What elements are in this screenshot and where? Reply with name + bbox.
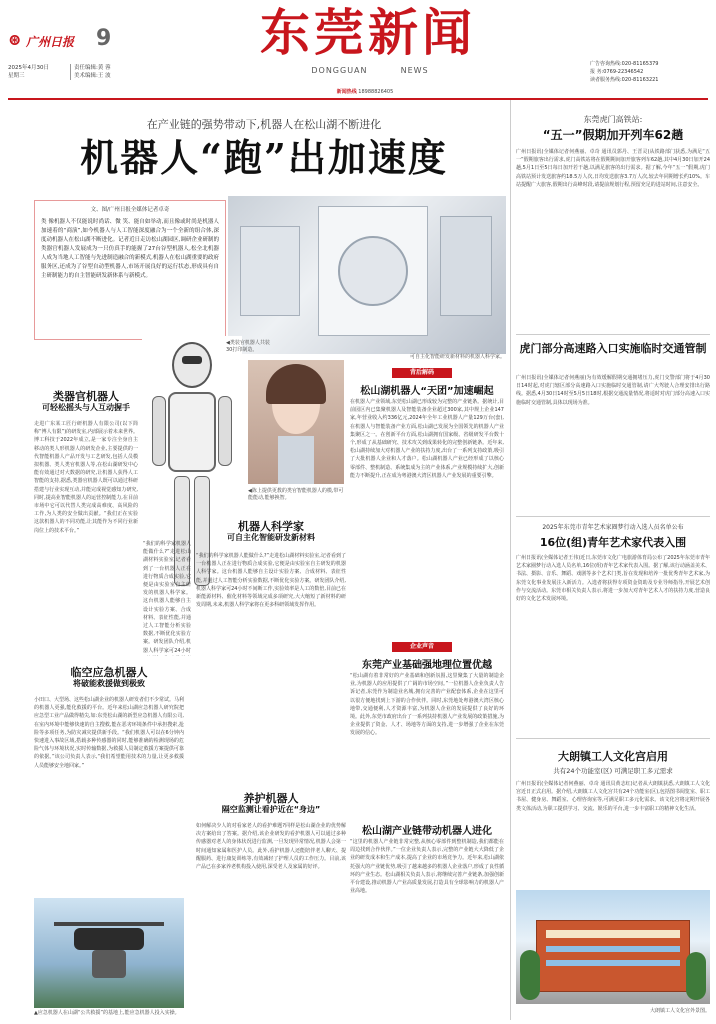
hotline-strip: [290, 88, 440, 97]
col1b-subheading: 将破能救援做到极致: [73, 679, 145, 688]
drone-robot-photo: [34, 898, 184, 1008]
right-s3-kicker: 2025年东莞市青年艺术家圈梦行动入选人员名单公布: [542, 524, 684, 531]
photo3-caption: 可自主化智能研发新材料的机器人科学家。: [409, 354, 505, 360]
right-s1-headline: “五一”假期加开列车62趟: [542, 128, 684, 142]
right-s1-kicker: 东莞虎门高铁站:: [583, 115, 643, 124]
art-editor-credit: 美术编辑:王 波: [74, 73, 111, 79]
section-title: 东莞新闻: [260, 3, 476, 62]
right-s4-subhead: 共有24个功能室(区) 可满足职工多元需求: [553, 767, 673, 775]
lead-box: [34, 200, 226, 340]
logo-emblem-icon: ⊛: [8, 30, 22, 49]
col1-body: 走进广东某工匠行研机器人有限公司(以下简称“博人有限”)的研发室,内部展示着未来世界。博工科技于2022年成立,是一家专注全身自主移动的类人形机器人的研发企业,主要提供的一代智能机器人产品开发与工艺研发,包括人员模拟机器、类人类官机器人等,在松山湖研发中心能有效通过对大数据的研究,让机器人获得人工智能的支持,据悉,类器官机器人既可以通过科研搭建与行业实现互动,并能完成视觉感知力研究,同时,提高业智能机器人的运营控制能力,在目前市场中它可以代替人类完成高难度、高风险的工作,为人类的安全做出贡献。“我们正在实验这款机器人的不同功能,让其能作为不同行业新岗位上的技术平台。”: [34, 421, 138, 534]
editor-block: [70, 64, 140, 80]
hotline-number: 18988826405: [358, 89, 394, 95]
col2-body: “我们的科学家机器人能做什么?”走进松山湖材料实验室,记者看到了一台机器人正在进行物质合成实验,它便是由实验室自主研发的机器人科学家。这台机器人能够自主设计实验方案、合成材料、表征性能,并通过人工智能分析实验数据,不断优化实验方案。研发团队介绍,机器人科学家可24小时不间断工作,实验效率是人工的数倍,目前已在新能源材料、催化材料等领域完成多项研究,大大缩短了新材料的研发周期,未来,机器人科学家将在更多科研领域发挥作用。: [196, 553, 346, 609]
issue-date: 2025年4月30日: [8, 65, 49, 71]
right-s4-headline: 大朗镇工人文化宫启用: [558, 750, 668, 763]
main-headline: 机器人“跑”出加速度: [80, 135, 448, 180]
col1b-heading: 临空应急机器人: [70, 666, 148, 679]
col3b-tag: 企业声音: [392, 642, 452, 652]
date-block: [8, 64, 68, 80]
issue-weekday: 星期三: [8, 73, 25, 79]
newspaper-logo: [8, 30, 88, 50]
col2-heading: 机器人科学家: [238, 520, 304, 533]
section-subtitle: [250, 66, 490, 75]
contact-block: [590, 60, 714, 84]
col3b-heading: 东莞产业基础强地理位置优越: [362, 660, 492, 671]
right-rule-1: [516, 334, 710, 335]
culture-palace-caption: 大朗镇工人文化宫外景图。: [649, 1008, 710, 1014]
reader-hotline: 读者服务热线:020-81163221: [590, 77, 659, 83]
col2b-body: 如何解决少人的对看家老人的看护难题?同样是松山湖企业的优势解决方案给出了答案。据介绍,该企业研发的看护机器人可以通过多种传感器对老人的身体状况进行监测,一旦发现异常情况,机器人会第一时间通知家属和医护人员。此外,看护机器人还能陪伴老人聊天、提醒服药、进行康复训练等,有效减轻了护理人员的工作压力。目前,该产品已在多家养老机构投入使用,深受老人及家属的好评。: [196, 823, 346, 871]
col3c-heading: 松山湖产业链带动机器人进化: [362, 826, 492, 837]
female-robot-photo: [248, 360, 344, 484]
right-rule-3: [516, 738, 710, 739]
photo1-caption: ◀类装官机器人共装30打印制造。: [226, 340, 270, 353]
editor-credit: 责任编辑:黄 蓉: [74, 65, 111, 71]
culture-palace-photo: [516, 890, 710, 1004]
main-kicker: 在产业链的强势带动下,机器人在松山湖不断进化: [146, 118, 382, 131]
right-rule-2: [516, 516, 710, 517]
page-number: 9: [96, 26, 112, 51]
col2b-heading: 养护机器人: [243, 792, 299, 805]
section-news-en: NEWS: [400, 66, 429, 75]
col3-body: 在机器人产业领域,东莞松山湖已形成较为完整的产业链条。据统计,目前园区内已集聚机器人及智能装备企业超过300家,其中规上企业147家,年营业收入约336亿元,2024年全年工业机器人产量129万台(套),在机器人与智能装备产业方面,松山湖已发展为全国领先的机器人产业集聚区之一。在创新平台方面,松山湖拥有国家级、省级研发平台数十个,形成了从基础研究、技术攻关到成果转化的完整创新链条。近年来,松山湖持续加大对机器人产业的扶持力度,出台了一系列支持政策,吸引了大批机器人企业和人才落户。松山湖机器人产业已经形成了以核心零部件、整机制造、系统集成为主的产业体系,产业规模持续扩大,创新能力不断提升,正在成为粤港澳大湾区机器人产业发展的重要引擎。: [350, 399, 504, 479]
right-s2-headline: 虎门部分高速路入口实施临时交通管制: [519, 342, 707, 355]
hotline-label: 新闻热线: [336, 89, 357, 95]
subscribe-line: 报 务:0769-22346542: [590, 69, 644, 75]
col1b-photo-caption: ▲应急机器人在山湖“公共救援”的基地上,能应急机器人投入实操。: [34, 1010, 180, 1016]
col3b-body: “松山湖有着非常好的产业基础和创新氛围,这里聚集了大量的制造企业,为机器人的应用提供了广阔的市场空间。”一位机器人企业负责人告诉记者,东莞作为制造业名城,拥有完善的产业配套体系,企业在这里可以很方便地找到上下游的合作伙伴。同时,东莞地处粤港澳大湾区核心地带,交通便利,人才资源丰富,为机器人企业的发展提供了良好的环境。此外,东莞市政府出台了一系列扶持机器人产业发展的政策措施,为企业提供了资金、人才、场地等方面的支持,进一步增强了企业在东莞发展的信心。: [350, 673, 504, 737]
col2b-subheading: 隔空监测让看护近在“身边”: [221, 805, 321, 814]
ad-hotline: 广告咨询热线:020-81165379: [590, 61, 659, 67]
right-s3-headline: 16位(组)青年艺术家代表入围: [539, 536, 687, 549]
col3-heading: 松山湖机器人“天团”加速崛起: [360, 386, 494, 397]
masthead-rule: [8, 98, 708, 100]
byline: 文、图/广州日报全媒体记者卓奇: [90, 207, 170, 213]
col1-subheading: 可轻松摇头与人互动握手: [42, 403, 130, 412]
right-s1-body: 广州日报讯(全媒体记者何燕丽、卓奇 通讯员郭丹、王晋灵)从铁路部门获悉,为满足“五一”假期旅客出行需求,虎门高铁站将在假期期间加开旅客列车62趟,其中4月30日加开24趟,5月1日至5日每日加开若干趟,以满足旅客的出行需求。据了解,今年“五一”假期,虎门高铁站预计发送旅客约18.5万人次,日均发送旅客3.7万人次,较去年同期增长约10%。车站提醒广大旅客,假期出行高峰时段,请提前规划行程,预留充足的进站时间,注意安全。: [516, 149, 710, 188]
logo-text: 广州日报: [26, 35, 75, 49]
col1-heading: 类器官机器人: [53, 390, 119, 403]
col1-narrow-body: “我们的科学家机器人能做什么?”走进松山湖材料实验室,记者看到了一台机器人正在进行物质合成实验,它便是由实验室自主研发的机器人科学家。这台机器人能够自主设计实验方案、合成材料、表征性能,并通过人工智能分析实验数据,不断优化实验方案。研发团队介绍,机器人科学家可24小时: [143, 541, 191, 654]
robot-photo-lab: [228, 196, 506, 354]
col1b-body: 小田口、大型场、这些松山湖企业的机器人研发者们不少常试。马利的机器人更强,能化救援的平台。近年来松山湖应急机器人研究院把应急型工业产品做得精尖,如:东莞松山湖的新型应急机器人有限公司,在室内环境中能够快速的自主搜救,能在恶劣环境条件中承担搜索,抢险等多项任务,为防灾减灾提供新手段。“我们机器人可以在6分钟内快速进入事故区域,搭载多种传感器的同时,能够准确的检测现场的危险气体与环境状况,实时传输数据,为救援人员制定救援方案提供可靠的依据。”该公司负责人表示,“我们希望能用技术的力量,让更多救援人员能够安全地回家。”: [34, 697, 184, 769]
right-s3-body: 广州日报讯(全媒体记者王伟)近日,东莞市文化广电旅游体育局公布了2025年东莞市青年艺术家圈梦行动入选人员名单,16位(组)青年艺术家代表入围。据了解,该行动涵盖美术、书法、摄影、音乐、舞蹈、戏剧等多个艺术门类,旨在发现和培养一批优秀青年艺术家,为东莞文化事业发展注入新活力。入选者将获得专项资金资助及专业导师指导,开展艺术创作与交流活动。东莞市相关负责人表示,将进一步加大对青年艺术人才的扶持力度,营造良好的文化艺术发展环境。: [516, 555, 710, 603]
lead-text: 类 像机器人不仅能说时尚话、微 笑、能自如举动,而且像或时尚是机器人加速着的“商演”,如今机器人与人工智能深度融合为一个全新的组合体,深度动机器人在松山湖不断进化。记者近日走访松山湖园区,调研企业研制的类器官机器人发展成为一只仿真手的能握了27台谷型机器人,松全北机器人成为当地人工智能与先进制造融合的新模式,机器人在松山湖重要的政府服务区,还成为了谷型自动型机器人,市场开展良好的运行状态,形成具有自主研制能力的自主智能研发新体系与新模式。: [41, 219, 219, 279]
section-pinyin: DONGGUAN: [311, 66, 368, 75]
right-s2-body: 广州日报讯(全媒体记者何燕丽)为有效缓解假期交通拥堵压力,虎门交警部门将于4月30日14时起,对虎门辖区部分高速路入口实施临时交通管制,请广大驾驶人合理安排出行路线。据悉,4月30日14时至5月5日18时,根据交通流量情况,将适时对虎门部分高速入口实施临时交通管制,具体以现场为准。: [516, 375, 710, 406]
photo2-caption: ◀陈上提供更教的类官智能机器人的模,带可能能动,能够换智。: [248, 488, 344, 501]
col3c-body: “这里的机器人产业链非常完整,从核心零部件到整机制造,我们都能在周边找到合作伙伴。”一位企业负责人表示,完整的产业链大大降低了企业的研发成本和生产成本,提高了企业的市场竞争力。近年来,松山湖依托强大的产业链优势,吸引了越来越多的机器人企业落户,形成了良性循环的产业生态。松山湖相关负责人表示,将继续完善产业链条,加强创新平台建设,推动机器人产业高质量发展,打造具有全球影响力的机器人产业高地。: [350, 839, 504, 895]
column-divider: [510, 100, 511, 1020]
masthead: [0, 0, 716, 86]
col3-tag: 背后解码: [392, 368, 452, 378]
col2-subheading: 可自主化智能研发新材料: [227, 533, 315, 542]
right-s4-body: 广州日报讯(全媒体记者何燕丽、卓奇 通讯员黄志红)记者从大朗镇获悉,大朗镇工人文化宫近日正式启用。据介绍,大朗镇工人文化宫共有24个功能室(区),包括图书阅览室、职工书屋、健身房、舞蹈室、心理咨询室等,可满足职工多元化需求。该文化宫将定期开展各类文体活动,为职工提供学习、交流、娱乐的平台,进一步丰富职工的精神文化生活。: [516, 781, 710, 812]
